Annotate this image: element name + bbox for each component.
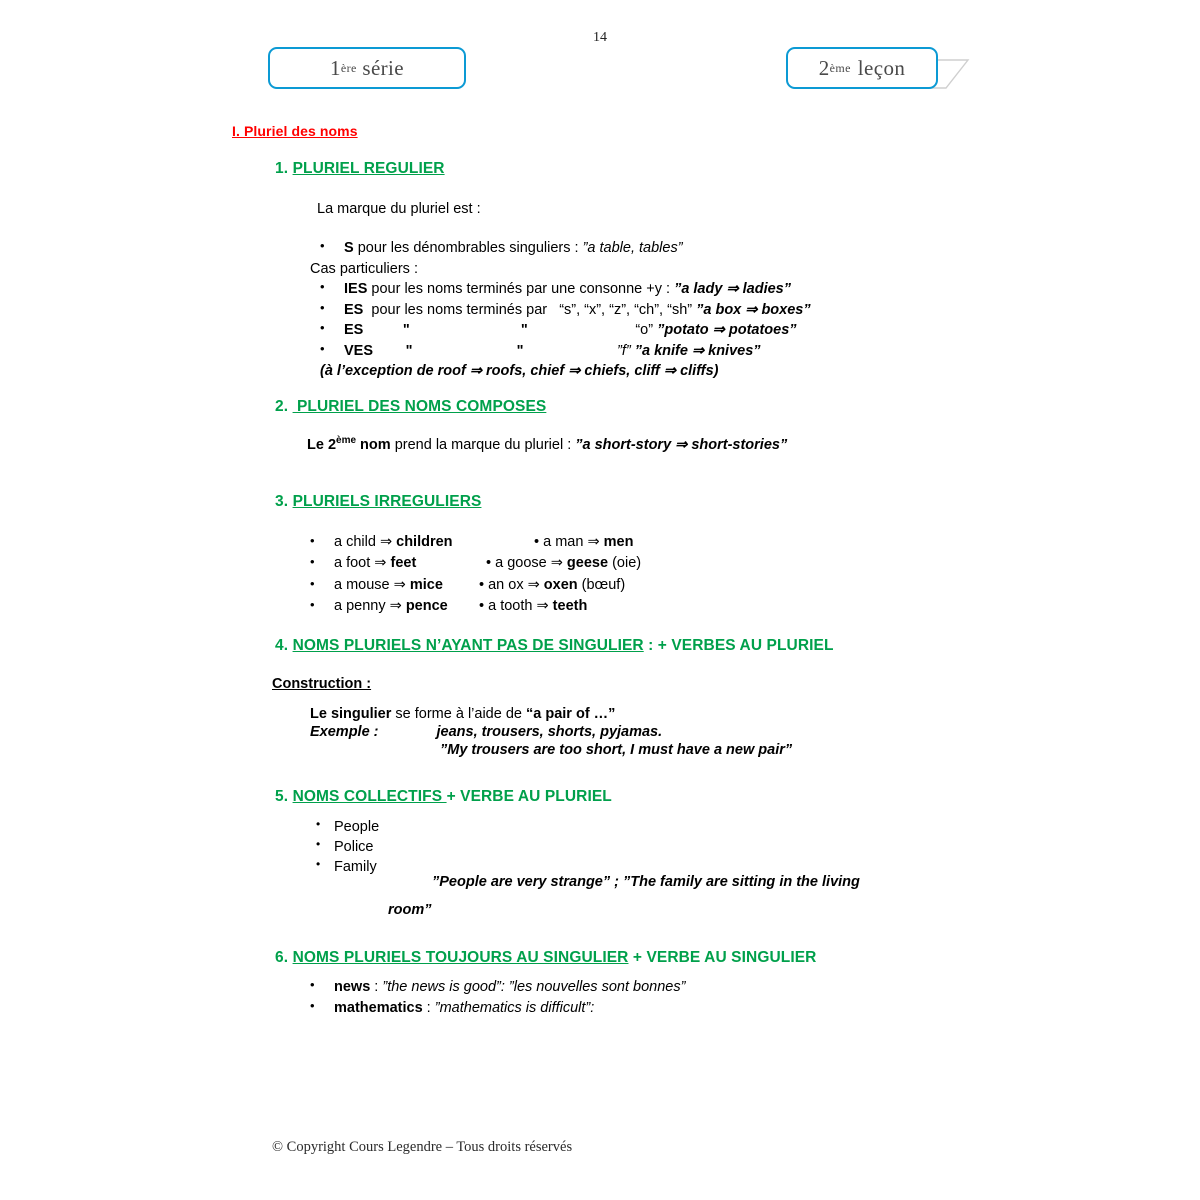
compound-rule-noun: nom — [356, 437, 391, 453]
irregular-plural: children — [396, 534, 453, 550]
list-item — [310, 320, 1010, 341]
irregular-singular: a foot ⇒ — [334, 555, 391, 572]
serie-tag-label: série — [362, 55, 405, 80]
plural-exception-note: (à l’exception de roof ⇒ roofs, chief ⇒ chiefs, cliff ⇒ cliffs) — [320, 363, 719, 380]
irregular-pair-left — [334, 596, 479, 617]
lecon-tag-label: leçon — [857, 55, 906, 80]
plural-key-es-2: ES — [344, 322, 364, 339]
plural-desc-ies: pour les noms terminés par une consonne +y : — [367, 281, 675, 298]
separator: : — [370, 979, 383, 995]
irregular-plural: teeth — [552, 597, 588, 614]
collective-quote-line-2: room” — [388, 902, 432, 918]
example-sentence: ”My trousers are too short, I must have a new pair” — [440, 742, 793, 758]
compound-rule-ordinal: ème — [336, 435, 357, 447]
lecon-tag-number: 2 — [818, 55, 830, 80]
plural-key-s: S — [344, 240, 354, 256]
section-6-list — [300, 977, 685, 1018]
singular-noun-key: news — [334, 979, 371, 995]
serie-tag-number: 1 — [329, 55, 341, 80]
section-5-list — [300, 817, 379, 877]
section-2-number: 2. — [275, 398, 289, 415]
irregular-plural: mice — [409, 576, 443, 593]
ditto-mark: " — [405, 342, 413, 359]
section-1-list — [310, 238, 1010, 382]
ditto-mark: " — [516, 342, 524, 359]
section-5-heading — [275, 788, 612, 806]
plural-example-ves: ”a knife ⇒ knives” — [634, 342, 761, 359]
section-6-number: 6. — [275, 949, 289, 966]
section-2-title: PLURIEL DES NOMS COMPOSES — [292, 398, 547, 415]
irregular-pair-left — [334, 553, 486, 574]
section-6-title: NOMS PLURIELS TOUJOURS AU SINGULIER — [292, 949, 629, 966]
compound-rule-prefix: Le 2 — [307, 437, 337, 453]
plural-desc-es-1: pour les noms terminés par — [371, 301, 548, 318]
irregular-plural: feet — [390, 555, 417, 572]
list-item — [300, 977, 685, 998]
ditto-mark: " — [402, 322, 410, 339]
page-title: I. Pluriel des noms — [232, 123, 358, 139]
ditto-mark: " — [520, 322, 528, 339]
irregular-singular: a child ⇒ — [334, 534, 397, 550]
collective-quote-line-1: ”People are very strange” ; ”The family are sitting in the living — [432, 874, 860, 890]
plural-example-ies: ”a lady ⇒ ladies” — [674, 281, 791, 298]
section-6-title-rest: + VERBE AU SINGULIER — [628, 949, 817, 966]
list-item — [310, 300, 1010, 321]
irregular-singular: a goose ⇒ — [495, 555, 567, 572]
inline-bullet: • — [486, 555, 492, 572]
section-3-title: PLURIELS IRREGULIERS — [292, 493, 482, 510]
serie-tag: 1 ère série — [268, 47, 466, 89]
plural-example-es-2: ”potato ⇒ potatoes” — [657, 322, 797, 339]
compound-rule-middle: prend la marque du pluriel : — [390, 437, 576, 453]
irregular-singular: a mouse ⇒ — [334, 576, 410, 593]
irregular-singular: an ox ⇒ — [488, 576, 544, 593]
irregular-plural: oxen — [543, 576, 578, 593]
irregular-plural: geese — [566, 555, 609, 572]
list-item — [310, 279, 1010, 300]
irregular-plural: men — [603, 534, 634, 550]
plural-desc-s: pour les dénombrables singuliers : — [353, 240, 583, 256]
section-1-title: PLURIEL REGULIER — [292, 160, 445, 177]
copyright-footer: © Copyright Cours Legendre – Tous droits réservés — [272, 1139, 573, 1155]
table-row — [300, 532, 641, 553]
singular-noun-example: ”mathematics is difficult”: — [434, 999, 595, 1016]
section-4-example-line — [310, 723, 662, 742]
inline-bullet: • — [479, 576, 485, 593]
plural-endings-es-2: “o” — [635, 322, 654, 339]
list-item — [310, 238, 1010, 259]
irregular-singular: a tooth ⇒ — [488, 597, 553, 614]
section-1-number: 1. — [275, 160, 289, 177]
section-1-intro: La marque du pluriel est : — [317, 201, 481, 217]
list-item — [300, 998, 685, 1019]
section-3-list — [300, 532, 641, 617]
irregular-gloss: (bœuf) — [577, 576, 626, 593]
section-3-heading — [275, 493, 481, 511]
construction-label: Construction : — [272, 676, 372, 692]
lecon-tag: 2 ème leçon — [786, 47, 938, 89]
singular-noun-example: ”the news is good”: ”les nouvelles sont bonnes” — [382, 979, 686, 995]
list-item: • Family — [300, 857, 379, 877]
section-6-heading — [275, 949, 816, 967]
list-item: • People — [300, 817, 379, 837]
irregular-singular: a man ⇒ — [543, 534, 604, 550]
section-3-number: 3. — [275, 493, 289, 510]
irregular-pair-left — [334, 532, 534, 553]
singular-rule-quote: “a pair of …” — [526, 706, 616, 722]
section-4-title-rest: : + VERBES AU PLURIEL — [643, 637, 834, 654]
irregular-plural: pence — [405, 597, 448, 614]
plural-endings-ves: ”f” — [617, 342, 631, 359]
section-1-heading — [275, 160, 445, 178]
plural-endings-es-1: “s”, “x”, “z”, “ch”, “sh” — [559, 301, 693, 318]
singular-noun-key: mathematics — [334, 999, 423, 1016]
plural-example-s: ”a table, tables” — [582, 240, 683, 256]
table-row — [300, 553, 641, 574]
example-word-list: jeans, trousers, shorts, pyjamas. — [436, 724, 663, 740]
cas-particuliers-label: Cas particuliers : — [310, 260, 418, 277]
section-4-title: NOMS PLURIELS N’AYANT PAS DE SINGULIER — [292, 637, 644, 654]
singular-rule-middle: se forme à l’aide de — [391, 706, 526, 722]
section-4-rule — [310, 705, 615, 724]
plural-key-ies: IES — [344, 281, 368, 298]
section-4-number: 4. — [275, 637, 289, 654]
section-2-rule — [307, 436, 787, 455]
irregular-singular: a penny ⇒ — [334, 597, 406, 614]
list-item: • Police — [300, 837, 379, 857]
example-label: Exemple : — [310, 724, 379, 740]
separator: : — [422, 999, 435, 1016]
section-2-heading — [275, 398, 546, 416]
section-5-number: 5. — [275, 788, 289, 805]
table-row — [300, 575, 641, 596]
plural-key-es-1: ES — [344, 301, 364, 318]
irregular-pair-left — [334, 575, 479, 596]
section-5-title-rest: + VERBE AU PLURIEL — [446, 788, 612, 805]
irregular-gloss: (oie) — [608, 555, 642, 572]
section-4-heading — [275, 637, 834, 655]
list-item — [310, 341, 1010, 362]
table-row — [300, 596, 641, 617]
singular-rule-bold: Le singulier — [310, 706, 392, 722]
inline-bullet: • — [534, 534, 540, 550]
page-number: 14 — [593, 30, 607, 45]
section-5-title: NOMS COLLECTIFS — [292, 788, 447, 805]
inline-bullet: • — [479, 597, 485, 614]
plural-example-es-1: ”a box ⇒ boxes” — [696, 301, 811, 318]
plural-key-ves: VES — [344, 342, 374, 359]
compound-rule-example: ”a short-story ⇒ short-stories” — [575, 437, 788, 453]
